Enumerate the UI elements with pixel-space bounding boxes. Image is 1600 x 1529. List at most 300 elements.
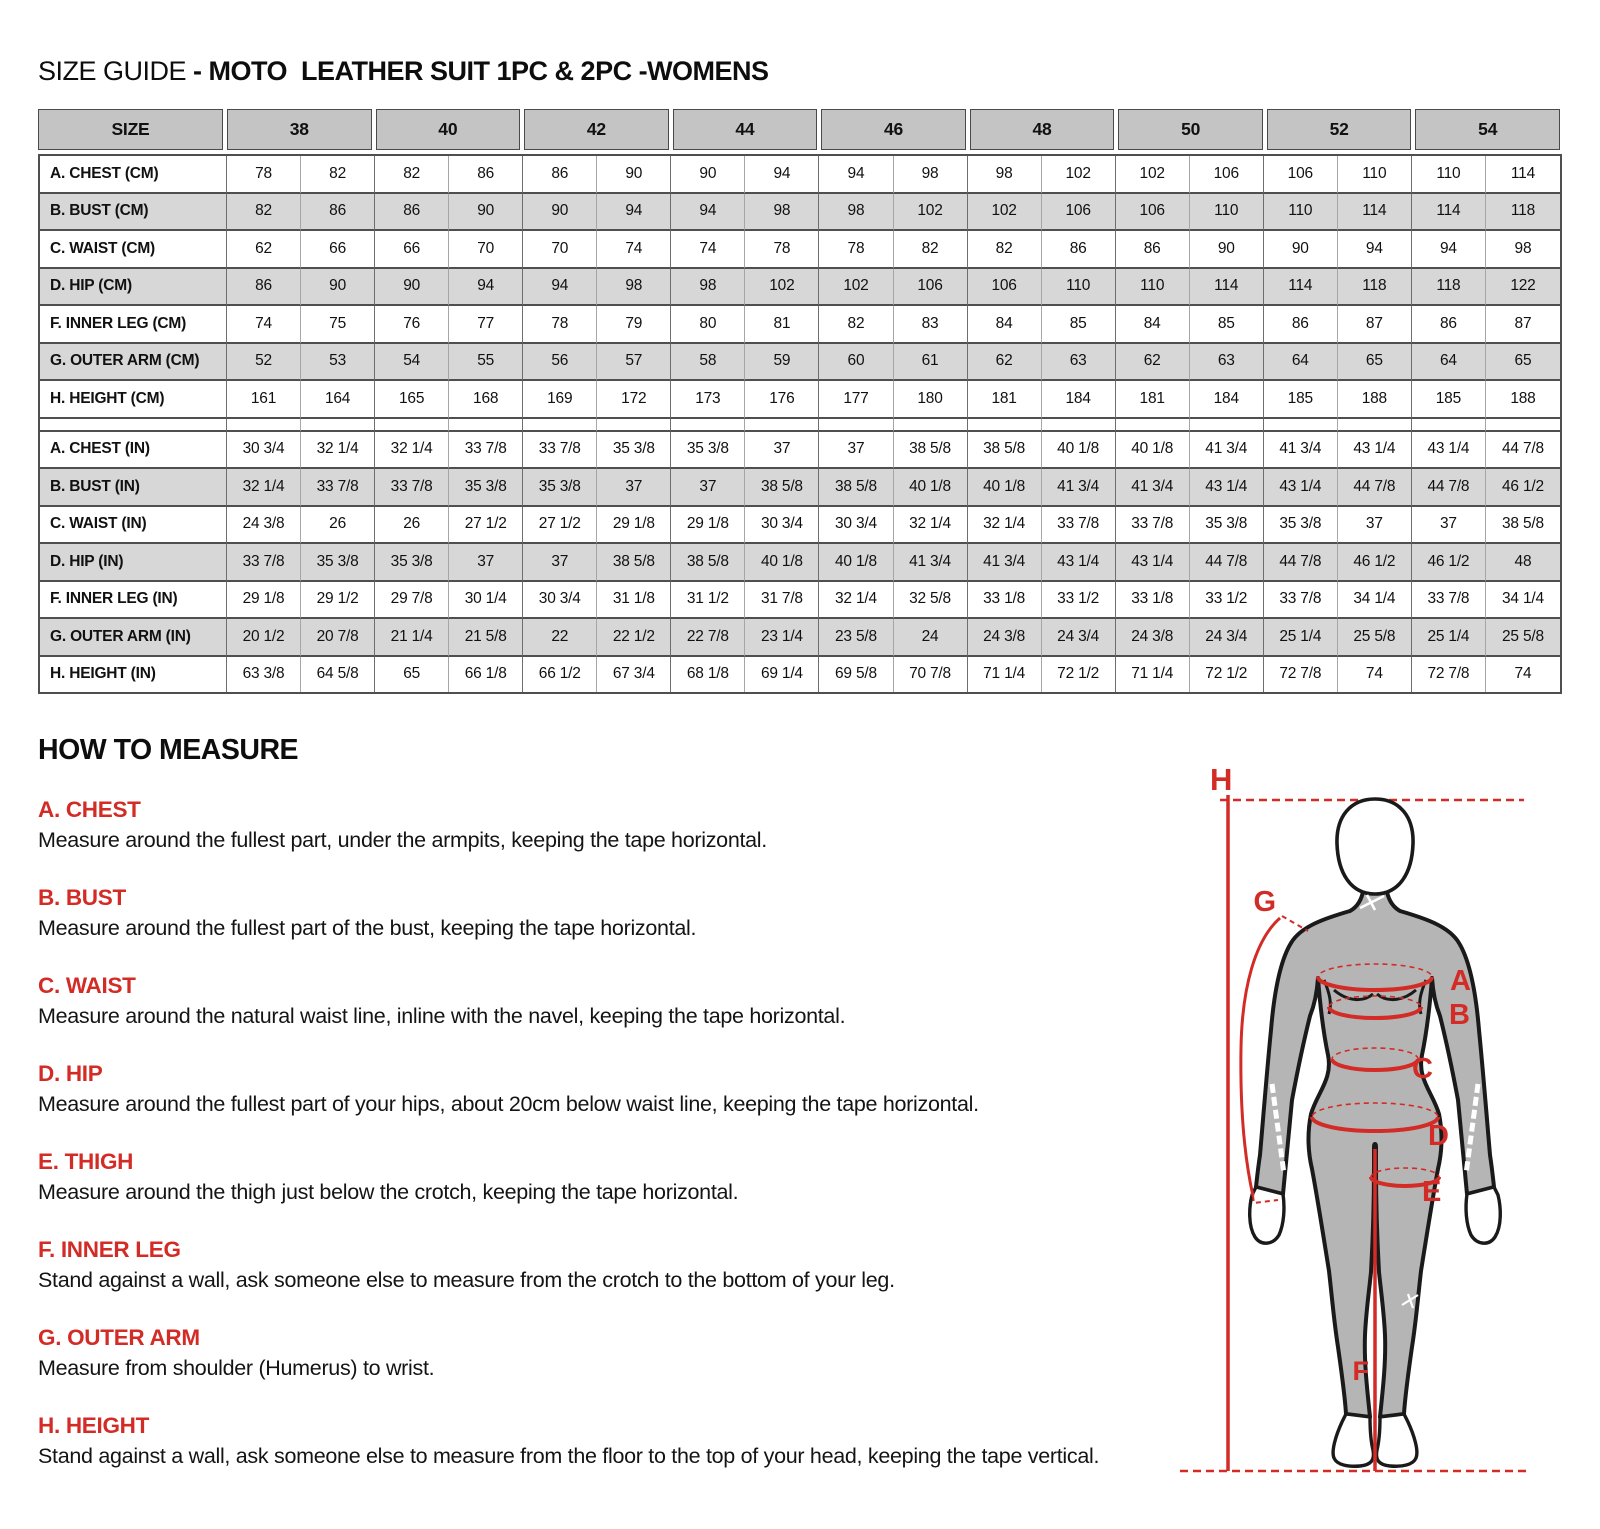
size-value: 64 bbox=[1264, 344, 1338, 382]
size-value: 66 bbox=[375, 231, 449, 269]
size-value: 30 3/4 bbox=[227, 432, 301, 470]
size-value: 22 1/2 bbox=[597, 619, 671, 657]
size-value: 86 bbox=[449, 156, 523, 194]
size-value: 90 bbox=[449, 194, 523, 232]
left-hand bbox=[1250, 1187, 1284, 1243]
size-value: 41 3/4 bbox=[1116, 469, 1190, 507]
size-value: 114 bbox=[1190, 269, 1264, 307]
size-value: 33 7/8 bbox=[375, 469, 449, 507]
size-value: 76 bbox=[375, 306, 449, 344]
figure-label-waist: C bbox=[1412, 1053, 1433, 1085]
size-value: 185 bbox=[1412, 381, 1486, 419]
size-value: 56 bbox=[523, 344, 597, 382]
size-value: 22 7/8 bbox=[671, 619, 745, 657]
size-value: 54 bbox=[375, 344, 449, 382]
size-value: 87 bbox=[1338, 306, 1412, 344]
size-value: 20 1/2 bbox=[227, 619, 301, 657]
measure-item bbox=[38, 1413, 1183, 1469]
size-value: 24 bbox=[894, 619, 968, 657]
row-label: C. WAIST (CM) bbox=[40, 231, 227, 269]
size-value: 65 bbox=[1338, 344, 1412, 382]
size-value: 161 bbox=[227, 381, 301, 419]
size-value: 98 bbox=[894, 156, 968, 194]
size-value: 30 3/4 bbox=[523, 582, 597, 620]
size-value: 37 bbox=[449, 544, 523, 582]
measurement-figure bbox=[1162, 748, 1594, 1516]
how-to-measure-list bbox=[38, 797, 1183, 1469]
size-value: 37 bbox=[1338, 507, 1412, 545]
size-value: 90 bbox=[1190, 231, 1264, 269]
size-value: 43 1/4 bbox=[1338, 432, 1412, 470]
size-value: 37 bbox=[745, 432, 819, 470]
size-header-54: 54 bbox=[1415, 109, 1560, 150]
size-value: 72 1/2 bbox=[1042, 657, 1116, 693]
row-label: C. WAIST (IN) bbox=[40, 507, 227, 545]
size-value: 40 1/8 bbox=[894, 469, 968, 507]
size-value: 40 1/8 bbox=[1116, 432, 1190, 470]
size-value: 75 bbox=[301, 306, 375, 344]
size-value: 43 1/4 bbox=[1264, 469, 1338, 507]
size-value: 52 bbox=[227, 344, 301, 382]
size-value: 55 bbox=[449, 344, 523, 382]
size-value: 82 bbox=[968, 231, 1042, 269]
size-value: 30 1/4 bbox=[449, 582, 523, 620]
size-value: 94 bbox=[449, 269, 523, 307]
page-title bbox=[38, 56, 1562, 87]
spacer-cell bbox=[819, 419, 893, 432]
size-header-44: 44 bbox=[673, 109, 818, 150]
spacer-cell bbox=[1486, 419, 1560, 432]
row-label: B. BUST (IN) bbox=[40, 469, 227, 507]
size-value: 114 bbox=[1264, 269, 1338, 307]
spacer-cell bbox=[894, 419, 968, 432]
size-value: 82 bbox=[301, 156, 375, 194]
size-value: 68 1/8 bbox=[671, 657, 745, 693]
size-value: 118 bbox=[1412, 269, 1486, 307]
size-value: 43 1/4 bbox=[1190, 469, 1264, 507]
size-value: 37 bbox=[597, 469, 671, 507]
size-value: 74 bbox=[597, 231, 671, 269]
size-value: 84 bbox=[968, 306, 1042, 344]
measure-item bbox=[38, 973, 1183, 1029]
size-value: 173 bbox=[671, 381, 745, 419]
size-header-52: 52 bbox=[1267, 109, 1412, 150]
size-value: 70 bbox=[449, 231, 523, 269]
size-value: 32 1/4 bbox=[301, 432, 375, 470]
size-value: 81 bbox=[745, 306, 819, 344]
size-value: 31 7/8 bbox=[745, 582, 819, 620]
row-label: F. INNER LEG (IN) bbox=[40, 582, 227, 620]
size-value: 110 bbox=[1116, 269, 1190, 307]
size-value: 90 bbox=[671, 156, 745, 194]
size-value: 70 bbox=[523, 231, 597, 269]
mannequin-diagram bbox=[1162, 748, 1594, 1516]
size-value: 106 bbox=[1116, 194, 1190, 232]
size-value: 86 bbox=[227, 269, 301, 307]
size-value: 29 7/8 bbox=[375, 582, 449, 620]
how-to-measure-heading: HOW TO MEASURE bbox=[38, 734, 299, 766]
size-value: 30 3/4 bbox=[745, 507, 819, 545]
size-value: 90 bbox=[523, 194, 597, 232]
measure-item-label: E. THIGH bbox=[38, 1149, 134, 1174]
size-value: 25 5/8 bbox=[1338, 619, 1412, 657]
measure-item-text: Measure around the natural waist line, inline with the navel, keeping the tape horizontal. bbox=[38, 1004, 846, 1028]
size-value: 114 bbox=[1412, 194, 1486, 232]
spacer-cell bbox=[301, 419, 375, 432]
measure-item-text: Stand against a wall, ask someone else to measure from the crotch to the bottom of your leg. bbox=[38, 1268, 895, 1292]
size-value: 33 7/8 bbox=[1412, 582, 1486, 620]
size-value: 177 bbox=[819, 381, 893, 419]
mannequin-head bbox=[1337, 799, 1413, 894]
size-value: 94 bbox=[523, 269, 597, 307]
spacer-cell bbox=[40, 419, 227, 432]
size-value: 67 3/4 bbox=[597, 657, 671, 693]
measure-item-label: A. CHEST bbox=[38, 797, 141, 822]
size-value: 46 1/2 bbox=[1486, 469, 1560, 507]
size-value: 98 bbox=[745, 194, 819, 232]
size-header-38: 38 bbox=[227, 109, 372, 150]
size-header-48: 48 bbox=[970, 109, 1115, 150]
size-value: 71 1/4 bbox=[968, 657, 1042, 693]
size-value: 110 bbox=[1264, 194, 1338, 232]
size-value: 69 5/8 bbox=[819, 657, 893, 693]
size-value: 78 bbox=[523, 306, 597, 344]
size-value: 72 1/2 bbox=[1190, 657, 1264, 693]
size-value: 29 1/8 bbox=[671, 507, 745, 545]
figure-label-chest: A bbox=[1450, 965, 1471, 997]
size-value: 78 bbox=[745, 231, 819, 269]
size-value: 44 7/8 bbox=[1264, 544, 1338, 582]
size-value: 35 3/8 bbox=[671, 432, 745, 470]
size-value: 77 bbox=[449, 306, 523, 344]
size-value: 40 1/8 bbox=[819, 544, 893, 582]
size-value: 86 bbox=[301, 194, 375, 232]
size-value: 82 bbox=[227, 194, 301, 232]
size-value: 80 bbox=[671, 306, 745, 344]
size-value: 79 bbox=[597, 306, 671, 344]
size-value: 31 1/2 bbox=[671, 582, 745, 620]
size-value: 85 bbox=[1042, 306, 1116, 344]
size-value: 59 bbox=[745, 344, 819, 382]
size-value: 63 bbox=[1042, 344, 1116, 382]
size-value: 102 bbox=[745, 269, 819, 307]
size-value: 44 7/8 bbox=[1190, 544, 1264, 582]
size-value: 102 bbox=[1042, 156, 1116, 194]
figure-label-bust: B bbox=[1449, 999, 1470, 1031]
measure-item-text: Measure from shoulder (Humerus) to wrist. bbox=[38, 1356, 435, 1380]
size-value: 24 3/4 bbox=[1042, 619, 1116, 657]
size-value: 90 bbox=[1264, 231, 1338, 269]
size-value: 35 3/8 bbox=[597, 432, 671, 470]
size-value: 40 1/8 bbox=[968, 469, 1042, 507]
size-value: 34 1/4 bbox=[1486, 582, 1560, 620]
size-value: 90 bbox=[375, 269, 449, 307]
size-value: 27 1/2 bbox=[449, 507, 523, 545]
size-value: 38 5/8 bbox=[968, 432, 1042, 470]
size-value: 66 1/8 bbox=[449, 657, 523, 693]
size-value: 114 bbox=[1486, 156, 1560, 194]
row-label: H. HEIGHT (CM) bbox=[40, 381, 227, 419]
size-value: 33 1/8 bbox=[1116, 582, 1190, 620]
row-label: G. OUTER ARM (IN) bbox=[40, 619, 227, 657]
size-value: 86 bbox=[1412, 306, 1486, 344]
row-label: D. HIP (IN) bbox=[40, 544, 227, 582]
size-value: 34 1/4 bbox=[1338, 582, 1412, 620]
size-value: 74 bbox=[1486, 657, 1560, 693]
size-value: 48 bbox=[1486, 544, 1560, 582]
size-value: 33 7/8 bbox=[449, 432, 523, 470]
size-value: 25 1/4 bbox=[1412, 619, 1486, 657]
size-value: 32 1/4 bbox=[375, 432, 449, 470]
size-value: 102 bbox=[1116, 156, 1190, 194]
size-header-40: 40 bbox=[376, 109, 521, 150]
size-value: 27 1/2 bbox=[523, 507, 597, 545]
row-label: A. CHEST (CM) bbox=[40, 156, 227, 194]
size-value: 82 bbox=[819, 306, 893, 344]
size-value: 32 1/4 bbox=[968, 507, 1042, 545]
spacer-cell bbox=[1338, 419, 1412, 432]
size-value: 90 bbox=[301, 269, 375, 307]
spacer-cell bbox=[745, 419, 819, 432]
spacer-cell bbox=[449, 419, 523, 432]
size-value: 22 bbox=[523, 619, 597, 657]
size-value: 41 3/4 bbox=[968, 544, 1042, 582]
size-value: 35 3/8 bbox=[523, 469, 597, 507]
size-value: 98 bbox=[968, 156, 1042, 194]
size-value: 94 bbox=[745, 156, 819, 194]
size-value: 29 1/8 bbox=[227, 582, 301, 620]
row-label: B. BUST (CM) bbox=[40, 194, 227, 232]
size-value: 74 bbox=[227, 306, 301, 344]
size-value: 24 3/4 bbox=[1190, 619, 1264, 657]
size-value: 33 7/8 bbox=[227, 544, 301, 582]
size-value: 38 5/8 bbox=[597, 544, 671, 582]
size-table bbox=[38, 109, 1562, 694]
measure-item-text: Stand against a wall, ask someone else to measure from the floor to the top of your head, keeping the tape vertical. bbox=[38, 1444, 1100, 1468]
size-value: 70 7/8 bbox=[894, 657, 968, 693]
size-value: 35 3/8 bbox=[301, 544, 375, 582]
size-value: 98 bbox=[597, 269, 671, 307]
size-value: 33 1/2 bbox=[1190, 582, 1264, 620]
size-value: 44 7/8 bbox=[1412, 469, 1486, 507]
size-value: 94 bbox=[597, 194, 671, 232]
size-value: 65 bbox=[1486, 344, 1560, 382]
measure-item-text: Measure around the fullest part of your hips, about 20cm below waist line, keeping the tape horizontal. bbox=[38, 1092, 979, 1116]
size-value: 53 bbox=[301, 344, 375, 382]
size-value: 29 1/2 bbox=[301, 582, 375, 620]
size-value: 71 1/4 bbox=[1116, 657, 1190, 693]
spacer-cell bbox=[227, 419, 301, 432]
size-value: 94 bbox=[1338, 231, 1412, 269]
size-value: 118 bbox=[1338, 269, 1412, 307]
size-value: 26 bbox=[375, 507, 449, 545]
figure-label-height: H bbox=[1210, 762, 1233, 797]
size-value: 64 bbox=[1412, 344, 1486, 382]
size-value: 165 bbox=[375, 381, 449, 419]
size-value: 86 bbox=[523, 156, 597, 194]
size-value: 72 7/8 bbox=[1412, 657, 1486, 693]
size-header-label: SIZE bbox=[38, 109, 223, 150]
size-value: 46 1/2 bbox=[1338, 544, 1412, 582]
size-value: 32 5/8 bbox=[894, 582, 968, 620]
size-value: 102 bbox=[968, 194, 1042, 232]
measure-item bbox=[38, 885, 1183, 941]
measure-item bbox=[38, 1149, 1183, 1205]
size-table-header bbox=[38, 109, 1562, 150]
size-header-42: 42 bbox=[524, 109, 669, 150]
measure-item-label: B. BUST bbox=[38, 885, 126, 910]
size-value: 57 bbox=[597, 344, 671, 382]
spacer-cell bbox=[523, 419, 597, 432]
size-value: 98 bbox=[671, 269, 745, 307]
size-value: 84 bbox=[1116, 306, 1190, 344]
size-value: 35 3/8 bbox=[1190, 507, 1264, 545]
size-value: 40 1/8 bbox=[745, 544, 819, 582]
size-value: 82 bbox=[375, 156, 449, 194]
row-label: H. HEIGHT (IN) bbox=[40, 657, 227, 693]
size-value: 31 1/8 bbox=[597, 582, 671, 620]
size-value: 74 bbox=[671, 231, 745, 269]
size-value: 102 bbox=[894, 194, 968, 232]
spacer-cell bbox=[1042, 419, 1116, 432]
size-value: 106 bbox=[894, 269, 968, 307]
size-header-50: 50 bbox=[1118, 109, 1263, 150]
size-value: 102 bbox=[819, 269, 893, 307]
spacer-cell bbox=[1412, 419, 1486, 432]
size-value: 38 5/8 bbox=[671, 544, 745, 582]
size-value: 83 bbox=[894, 306, 968, 344]
size-value: 85 bbox=[1190, 306, 1264, 344]
size-value: 176 bbox=[745, 381, 819, 419]
size-value: 35 3/8 bbox=[375, 544, 449, 582]
size-value: 188 bbox=[1486, 381, 1560, 419]
row-label: A. CHEST (IN) bbox=[40, 432, 227, 470]
size-value: 86 bbox=[1264, 306, 1338, 344]
size-value: 33 7/8 bbox=[301, 469, 375, 507]
row-label: D. HIP (CM) bbox=[40, 269, 227, 307]
size-value: 21 5/8 bbox=[449, 619, 523, 657]
size-value: 32 1/4 bbox=[894, 507, 968, 545]
size-value: 72 7/8 bbox=[1264, 657, 1338, 693]
measure-item bbox=[38, 1325, 1183, 1381]
size-value: 90 bbox=[597, 156, 671, 194]
size-value: 63 3/8 bbox=[227, 657, 301, 693]
size-value: 41 3/4 bbox=[1042, 469, 1116, 507]
size-value: 181 bbox=[1116, 381, 1190, 419]
size-value: 33 1/2 bbox=[1042, 582, 1116, 620]
spacer-cell bbox=[1116, 419, 1190, 432]
size-value: 21 1/4 bbox=[375, 619, 449, 657]
size-value: 64 5/8 bbox=[301, 657, 375, 693]
figure-label-outer-arm: G bbox=[1253, 886, 1276, 918]
size-value: 74 bbox=[1338, 657, 1412, 693]
left-foot bbox=[1333, 1414, 1373, 1466]
spacer-cell bbox=[375, 419, 449, 432]
size-value: 188 bbox=[1338, 381, 1412, 419]
size-value: 122 bbox=[1486, 269, 1560, 307]
size-value: 35 3/8 bbox=[1264, 507, 1338, 545]
size-value: 94 bbox=[671, 194, 745, 232]
spacer-cell bbox=[671, 419, 745, 432]
size-value: 33 7/8 bbox=[1042, 507, 1116, 545]
size-value: 46 1/2 bbox=[1412, 544, 1486, 582]
figure-label-thigh: E bbox=[1422, 1176, 1442, 1208]
size-value: 25 1/4 bbox=[1264, 619, 1338, 657]
size-value: 29 1/8 bbox=[597, 507, 671, 545]
spacer-cell bbox=[1264, 419, 1338, 432]
size-value: 66 1/2 bbox=[523, 657, 597, 693]
page-title-main: - MOTO LEATHER SUIT 1PC & 2PC -WOMENS bbox=[193, 56, 769, 86]
size-value: 169 bbox=[523, 381, 597, 419]
size-value: 44 7/8 bbox=[1338, 469, 1412, 507]
row-label: G. OUTER ARM (CM) bbox=[40, 344, 227, 382]
size-value: 110 bbox=[1042, 269, 1116, 307]
size-value: 86 bbox=[1116, 231, 1190, 269]
size-value: 37 bbox=[819, 432, 893, 470]
size-value: 38 5/8 bbox=[1486, 507, 1560, 545]
size-value: 184 bbox=[1042, 381, 1116, 419]
measure-item-label: C. WAIST bbox=[38, 973, 136, 998]
measure-item bbox=[38, 1061, 1183, 1117]
size-value: 43 1/4 bbox=[1042, 544, 1116, 582]
size-value: 20 7/8 bbox=[301, 619, 375, 657]
size-value: 86 bbox=[375, 194, 449, 232]
size-value: 58 bbox=[671, 344, 745, 382]
size-value: 172 bbox=[597, 381, 671, 419]
size-value: 63 bbox=[1190, 344, 1264, 382]
size-value: 33 1/8 bbox=[968, 582, 1042, 620]
size-value: 86 bbox=[1042, 231, 1116, 269]
row-label: F. INNER LEG (CM) bbox=[40, 306, 227, 344]
size-value: 110 bbox=[1338, 156, 1412, 194]
size-value: 110 bbox=[1190, 194, 1264, 232]
size-value: 41 3/4 bbox=[1190, 432, 1264, 470]
size-value: 23 1/4 bbox=[745, 619, 819, 657]
size-value: 43 1/4 bbox=[1412, 432, 1486, 470]
size-value: 181 bbox=[968, 381, 1042, 419]
size-value: 26 bbox=[301, 507, 375, 545]
size-value: 23 5/8 bbox=[819, 619, 893, 657]
size-value: 69 1/4 bbox=[745, 657, 819, 693]
measure-item-label: H. HEIGHT bbox=[38, 1413, 150, 1438]
size-value: 44 7/8 bbox=[1486, 432, 1560, 470]
page-title-prefix: SIZE GUIDE bbox=[38, 56, 194, 86]
measure-item bbox=[38, 1237, 1183, 1293]
figure-label-hip: D bbox=[1428, 1120, 1449, 1152]
size-value: 62 bbox=[1116, 344, 1190, 382]
measure-item-label: F. INNER LEG bbox=[38, 1237, 181, 1262]
size-value: 24 3/8 bbox=[968, 619, 1042, 657]
size-value: 33 7/8 bbox=[1264, 582, 1338, 620]
size-value: 106 bbox=[1264, 156, 1338, 194]
size-value: 184 bbox=[1190, 381, 1264, 419]
size-value: 106 bbox=[1190, 156, 1264, 194]
size-value: 62 bbox=[227, 231, 301, 269]
measure-item-label: G. OUTER ARM bbox=[38, 1325, 200, 1350]
measure-item-text: Measure around the fullest part, under the armpits, keeping the tape horizontal. bbox=[38, 828, 767, 852]
size-value: 114 bbox=[1338, 194, 1412, 232]
figure-label-inner-leg: F bbox=[1352, 1356, 1369, 1386]
size-value: 118 bbox=[1486, 194, 1560, 232]
size-value: 185 bbox=[1264, 381, 1338, 419]
size-value: 110 bbox=[1412, 156, 1486, 194]
measure-item bbox=[38, 797, 1183, 853]
size-value: 60 bbox=[819, 344, 893, 382]
size-value: 78 bbox=[819, 231, 893, 269]
measure-item-label: D. HIP bbox=[38, 1061, 103, 1086]
size-value: 24 3/8 bbox=[1116, 619, 1190, 657]
size-value: 37 bbox=[1412, 507, 1486, 545]
